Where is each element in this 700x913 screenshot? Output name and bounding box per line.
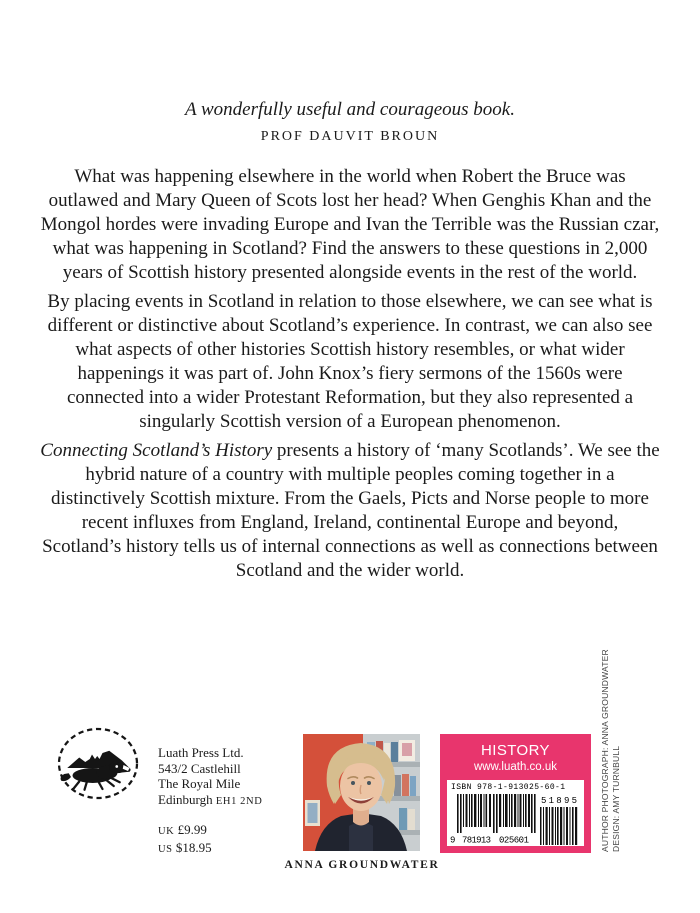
isbn-text: ISBN 978-1-913025-60-1 bbox=[451, 783, 566, 792]
credit-photograph: AUTHOR PHOTOGRAPH: ANNA GROUNDWATER bbox=[600, 649, 610, 852]
publisher-postcode: EH1 2ND bbox=[215, 795, 263, 807]
publisher-address-line2: The Royal Mile bbox=[158, 776, 241, 792]
barcode-panel bbox=[447, 780, 584, 846]
publisher-address-line3 bbox=[158, 792, 262, 810]
publisher-city: Edinburgh bbox=[158, 791, 213, 807]
dog-and-hills-logo-icon bbox=[56, 726, 140, 801]
credit-design: DESIGN: AMY TURNBULL bbox=[611, 745, 621, 852]
publisher-website: www.luath.co.uk bbox=[473, 761, 558, 773]
price-uk-value: £9.99 bbox=[177, 822, 207, 838]
supplement-digits: 51895 bbox=[541, 796, 577, 806]
barcodes bbox=[449, 794, 579, 846]
publisher-block bbox=[158, 745, 262, 858]
author-photo-caption: ANNA GROUNDWATER bbox=[284, 859, 440, 871]
ean-digits-group1: 781913 bbox=[462, 835, 491, 844]
author-portrait-illustration bbox=[303, 734, 420, 851]
category-label: HISTORY bbox=[481, 742, 550, 759]
ean-digits-group2: 025601 bbox=[499, 835, 529, 844]
price-uk-label: UK bbox=[158, 826, 175, 838]
ean-barcode-icon bbox=[449, 794, 539, 844]
blurb bbox=[40, 98, 660, 583]
price-us-value: $18.95 bbox=[175, 839, 212, 855]
book-title-reference: Connecting Scotland’s History bbox=[40, 440, 273, 461]
ean-digit-left: 9 bbox=[450, 835, 456, 844]
publisher-name: Luath Press Ltd. bbox=[158, 745, 244, 760]
blurb-paragraph-3-rest: presents a history of ‘many Scotlands’. We see the hybrid nature of a country with multiple peoples coming together in a distinctively Scottish mixture. From the Gaels, Picts and Norse people to more recent influxes from England, Ireland, continental Europe and beyond, Scotland’s history tells us of internal connections as well as connections between Scotland and the wider world. bbox=[42, 440, 660, 581]
category-barcode-box bbox=[440, 734, 591, 853]
luath-press-logo-icon bbox=[56, 726, 140, 801]
price-us-label: US bbox=[158, 843, 173, 855]
supplement-barcode-icon bbox=[539, 794, 579, 846]
price-uk bbox=[158, 822, 262, 840]
author-photo bbox=[303, 734, 420, 851]
review-quote: A wonderfully useful and courageous book. bbox=[184, 99, 515, 120]
price-block bbox=[158, 822, 262, 857]
publisher-address-line1: 543/2 Castlehill bbox=[158, 760, 241, 776]
price-us bbox=[158, 840, 262, 858]
blurb-paragraph-2: By placing events in Scotland in relation to those elsewhere, we can see what is different or distinctive about Scotland’s experience. In contrast, we can also see what aspects of other histories Scottish history resembles, or what wider happenings it was part of. John Knox’s fiery sermons of the 1560s were connected into a wider Protestant Reformation, but they also represented a singularly Scottish version of a European phenomenon. bbox=[47, 291, 653, 432]
blurb-paragraph-3 bbox=[40, 439, 660, 583]
review-attribution: PROF DAUVIT BROUN bbox=[260, 129, 440, 144]
credits-text bbox=[600, 649, 622, 852]
blurb-paragraph-1: What was happening elsewhere in the world when Robert the Bruce was outlawed and Mary Queen of Scots lost her head? When Genghis Khan and the Mongol hordes were invading Europe and Ivan the Terrible was the Russian czar, what was happening in Scotland? Find the answers to these questions in 2,000 years of Scottish history presented alongside events in the rest of the world. bbox=[40, 166, 660, 283]
